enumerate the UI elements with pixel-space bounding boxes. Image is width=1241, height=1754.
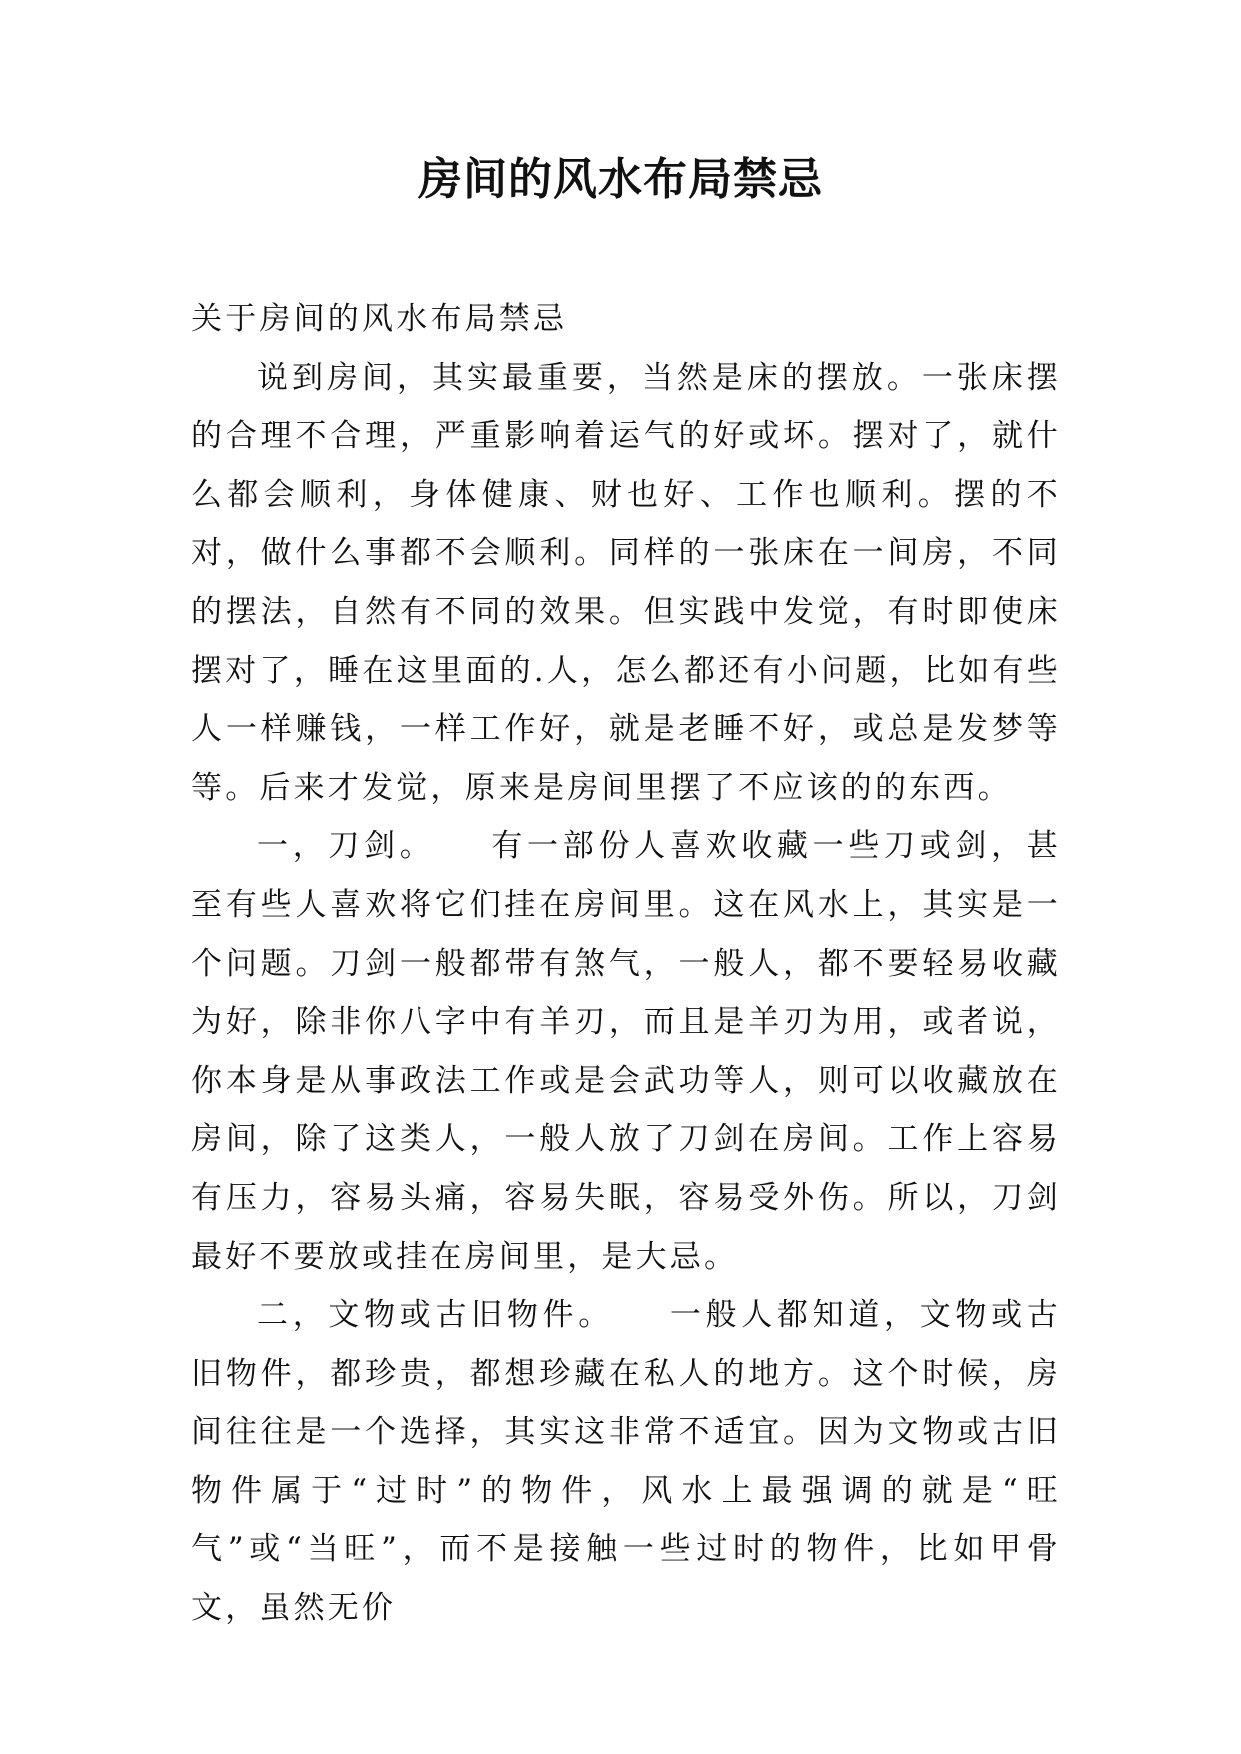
document-body: [191, 290, 1061, 1638]
paragraph-swords: 一，刀剑。 有一部份人喜欢收藏一些刀或剑，甚至有些人喜欢将它们挂在房间里。这在风水上，其实是一个问题。刀剑一般都带有煞气，一般人，都不要轻易收藏为好，除非你八字中有羊刃，而且是羊刃为用，或者说，你本身是从事政法工作或是会武功等人，则可以收藏放在房间，除了这类人，一般人放了刀剑在房间。工作上容易有压力，容易头痛，容易失眠，容易受外伤。所以，刀剑最好不要放或挂在房间里，是大忌。: [191, 828, 1061, 1275]
paragraph-antiques: 二，文物或古旧物件。 一般人都知道，文物或古旧物件，都珍贵，都想珍藏在私人的地方。这个时候，房间往往是一个选择，其实这非常不适宜。因为文物或古旧物件属于“过时”的物件，风水上最强调的就是“旺气”或“当旺”，而不是接触一些过时的物件，比如甲骨文，虽然无价: [191, 1297, 1061, 1627]
subtitle-line: 关于房间的风水布局禁忌: [191, 301, 568, 337]
paragraph-intro: 说到房间，其实最重要，当然是床的摆放。一张床摆的合理不合理，严重影响着运气的好或坏。摆对了，就什么都会顺利，身体健康、财也好、工作也顺利。摆的不对，做什么事都不会顺利。同样的一张床在一间房，不同的摆法，自然有不同的效果。但实践中发觉，有时即使床摆对了，睡在这里面的.人，怎么都还有小问题，比如有些人一样赚钱，一样工作好，就是老睡不好，或总是发梦等等。后来才发觉，原来是房间里摆了不应该的的东西。: [191, 359, 1061, 806]
document-title: 房间的风水布局禁忌: [418, 154, 823, 205]
